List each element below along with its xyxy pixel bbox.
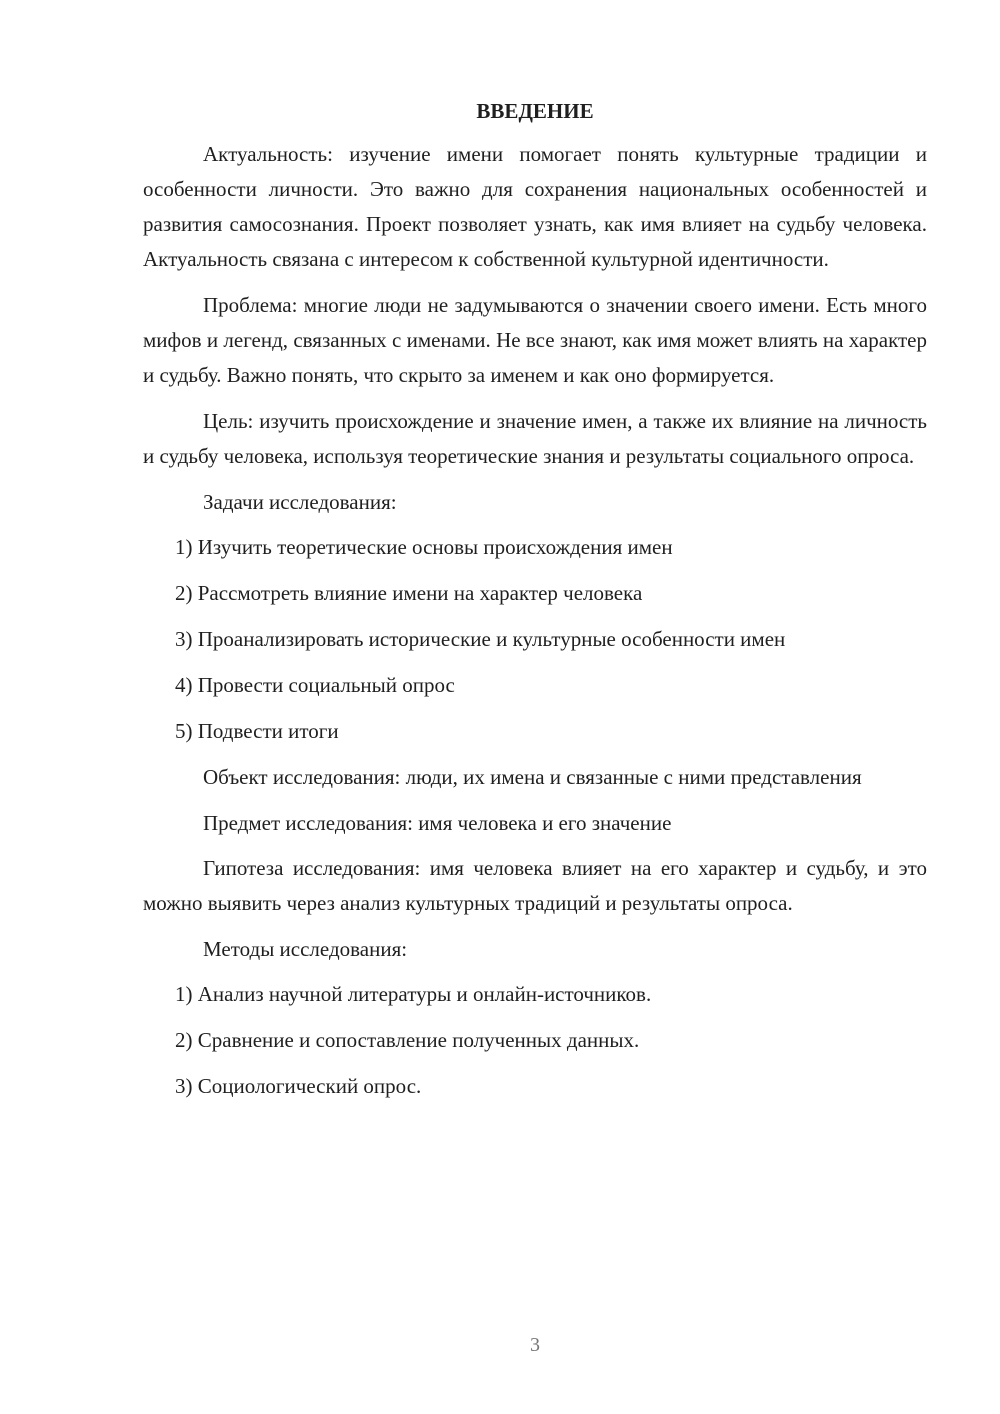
goal-paragraph: Цель: изучить происхождение и значение имен, а также их влияние на личность и судьбу человека, используя теоретические знания и результаты социального опроса. [143,409,927,468]
page-content [143,96,927,1115]
tasks-list-item: 5) Подвести итоги [175,719,339,743]
tasks-list-item: 4) Провести социальный опрос [175,673,455,697]
problem-paragraph: Проблема: многие люди не задумываются о значении своего имени. Есть много мифов и легенд, связанных с именами. Не все знают, как имя может влиять на характер и судьбу. Важно понять, что скрыто за именем и как оно формируется. [143,293,927,387]
subject-paragraph: Предмет исследования: имя человека и его значение [203,811,672,835]
page-heading: ВВЕДЕНИЕ [476,99,594,123]
relevance-paragraph: Актуальность: изучение имени помогает понять культурные традиции и особенности личности. Это важно для сохранения национальных особенностей и развития самосознания. Проект позволяет узнать, как имя влияет на судьбу человека. Актуальность связана с интересом к собственной культурной идентичности. [143,142,927,271]
methods-list-item: 3) Социологический опрос. [175,1074,422,1098]
methods-list-item: 1) Анализ научной литературы и онлайн-источников. [175,982,652,1006]
tasks-list [143,530,927,749]
tasks-title: Задачи исследования: [203,490,397,514]
tasks-list-item: 2) Рассмотреть влияние имени на характер человека [175,581,643,605]
tasks-list-item: 1) Изучить теоретические основы происхождения имен [175,535,673,559]
object-paragraph: Объект исследования: люди, их имена и связанные с ними представления [203,765,862,789]
methods-list-item: 2) Сравнение и сопоставление полученных данных. [175,1028,640,1052]
hypothesis-paragraph: Гипотеза исследования: имя человека влияет на его характер и судьбу, и это можно выявить через анализ культурных традиций и результаты опроса. [143,856,927,915]
page-number: 3 [530,1334,540,1356]
tasks-list-item: 3) Проанализировать исторические и культурные особенности имен [175,627,786,651]
methods-list [143,977,927,1104]
methods-title: Методы исследования: [203,937,408,961]
